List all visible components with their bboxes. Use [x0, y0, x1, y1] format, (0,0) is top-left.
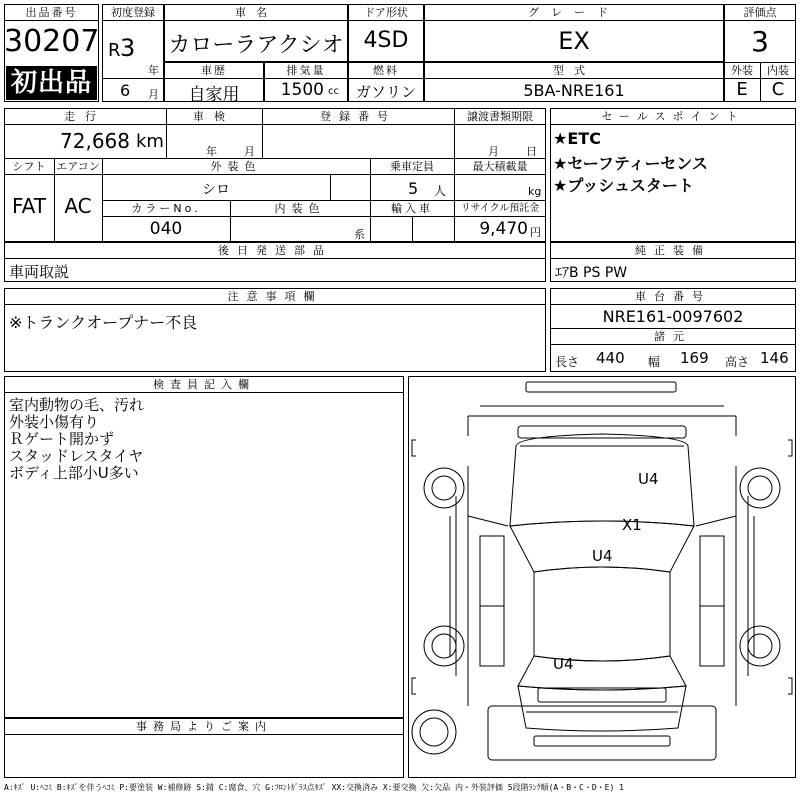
inspector-note: Ｒゲート開かず	[9, 430, 115, 448]
equipment-label: 純正装備	[635, 244, 711, 257]
capacity-unit: 人	[434, 184, 447, 198]
divider	[550, 344, 796, 345]
height-label: 高さ	[725, 355, 750, 369]
divider	[550, 258, 796, 259]
color-number-label: カラーNo.	[131, 202, 201, 215]
color-number: 040	[149, 219, 183, 239]
width-label: 幅	[648, 355, 661, 369]
recycle-fee: 9,470	[479, 219, 528, 239]
mileage: 72,668	[60, 129, 130, 153]
capacity: 5	[408, 179, 419, 198]
air-conditioner-label: エアコン	[56, 160, 100, 173]
first-listing-badge: 初出品	[6, 66, 97, 100]
car-name-label: 車名	[235, 6, 277, 19]
divider	[4, 124, 546, 125]
interior-color-unit: 系	[354, 228, 365, 241]
divider	[348, 20, 424, 21]
air-conditioner: AC	[64, 194, 92, 218]
era: R	[108, 40, 121, 61]
exterior-grade-label: 外装	[731, 64, 753, 77]
inspection-label: 車検	[193, 110, 235, 123]
registration-number-label: 登録番号	[320, 110, 396, 123]
first-registration-label: 初度登録	[111, 6, 155, 19]
exterior-grade: E	[736, 79, 748, 100]
vehicle-history: 自家用	[188, 85, 240, 105]
lot-number-label: 出品番号	[25, 6, 78, 19]
inspector-note: 外装小傷有り	[9, 413, 100, 431]
fuel: ガソリン	[355, 83, 416, 101]
door-label: ドア形状	[364, 6, 408, 19]
sales-point-item: ★セーフティーセンス	[553, 154, 708, 173]
equipment: ｴｱB PS PW	[555, 265, 628, 281]
interior-grade: C	[771, 79, 785, 100]
office-label: 事務局よりご案内	[136, 720, 272, 733]
divider	[102, 216, 546, 217]
recycle-fee-unit: 円	[530, 226, 541, 239]
later-parts-label: 後日発送部品	[218, 244, 332, 257]
displacement-unit: cc	[328, 86, 339, 97]
notes-label: 注意事項欄	[227, 290, 323, 303]
registration-month: 6	[120, 81, 131, 100]
shift: FAT	[11, 194, 46, 218]
inspector-note: スタッドレスタイヤ	[9, 447, 144, 465]
month-unit: 月	[148, 88, 159, 101]
transfer-deadline-label: 譲渡書類期限	[467, 110, 533, 123]
length-label: 長さ	[555, 355, 580, 369]
registration-year: 3	[120, 34, 136, 62]
divider	[348, 78, 424, 79]
divider	[102, 20, 164, 21]
later-parts: 車両取説	[9, 263, 70, 281]
divider	[550, 304, 796, 305]
year-unit: 年	[148, 64, 159, 77]
interior-grade-label: 内装	[767, 64, 789, 77]
fuel-label: 燃料	[373, 64, 399, 77]
score-label: 評価点	[743, 6, 777, 19]
divider	[4, 304, 546, 305]
sales-point-item: ★プッシュスタート	[553, 176, 694, 195]
max-load-label: 最大積載量	[472, 160, 528, 173]
inspector-note: ボディ上部小U多い	[9, 464, 139, 482]
model-label: 型式	[553, 64, 595, 77]
grade-label: グレード	[528, 6, 620, 19]
lot-number: 30207	[4, 24, 100, 59]
divider	[550, 124, 796, 125]
import-label: 輸入車	[391, 202, 433, 215]
divider	[164, 78, 264, 79]
model-code: 5BA-NRE161	[523, 81, 625, 100]
mileage-label: 走行	[64, 110, 106, 123]
divider	[424, 20, 724, 21]
inspector-label: 検査員記入欄	[153, 378, 255, 391]
divider	[550, 328, 796, 329]
grade: EX	[558, 27, 590, 55]
inspection-month-unit: 月	[244, 145, 255, 158]
displacement: 1500	[280, 80, 324, 100]
transfer-month-unit: 月	[488, 145, 499, 158]
damage-mark: U4	[638, 470, 659, 488]
notes-text: ※トランクオープナー不良	[9, 313, 198, 332]
divider	[4, 258, 546, 259]
exterior-color-label: 外装色	[210, 160, 262, 173]
dimensions-label: 諸元	[654, 330, 692, 343]
divider	[264, 78, 348, 79]
car-name: カローラアクシオ	[168, 33, 344, 58]
divider	[4, 392, 404, 393]
chassis-label: 車台番号	[635, 290, 711, 303]
legend: A:ｷｽﾞ U:ﾍｺﾐ B:ｷｽﾞを伴うﾍｺﾐ P:要塗装 W:補修跡 S:錆 C:腐食、穴 G:ﾌﾛﾝﾄｶﾞﾗｽ点ｷｽﾞ XX:交換済み X:要交換 欠:欠品 内・外装評価 5段階ﾗﾝｸ順(A・B・C・D・E) 1	[4, 783, 624, 792]
inspection-year-unit: 年	[206, 145, 217, 158]
divider	[4, 174, 546, 175]
recycle-fee-label: リサイクル預託金	[460, 203, 540, 214]
car-diagram	[408, 376, 796, 778]
divider	[4, 20, 99, 21]
mileage-unit: km	[136, 131, 164, 152]
divider	[724, 20, 796, 21]
divider	[102, 78, 164, 79]
history-label: 車歴	[201, 64, 227, 77]
exterior-color: シロ	[202, 182, 230, 198]
chassis-number: NRE161-0097602	[602, 307, 744, 326]
door-type: 4SD	[363, 28, 409, 53]
width: 169	[680, 349, 709, 367]
divider	[102, 200, 546, 201]
capacity-label: 乗車定員	[390, 160, 434, 173]
divider	[4, 734, 404, 735]
displacement-label: 排気量	[286, 64, 326, 77]
divider	[412, 216, 413, 242]
divider	[424, 78, 724, 79]
shift-label: シフト	[12, 160, 46, 173]
sales-points-label: セールスポイント	[601, 110, 745, 123]
damage-mark: U4	[592, 547, 613, 565]
transfer-day-unit: 日	[526, 145, 537, 158]
divider	[4, 158, 546, 159]
score: 3	[751, 25, 769, 58]
length: 440	[596, 349, 625, 367]
max-load-unit: kg	[528, 185, 542, 198]
divider	[330, 174, 331, 200]
interior-color-label: 内装色	[274, 202, 326, 215]
height: 146	[760, 349, 789, 367]
damage-mark: U4	[553, 655, 574, 673]
divider	[164, 20, 348, 21]
inspector-note: 室内動物の毛、汚れ	[9, 396, 145, 414]
sales-point-item: ★ETC	[553, 129, 601, 148]
damage-mark: X1	[622, 516, 642, 534]
